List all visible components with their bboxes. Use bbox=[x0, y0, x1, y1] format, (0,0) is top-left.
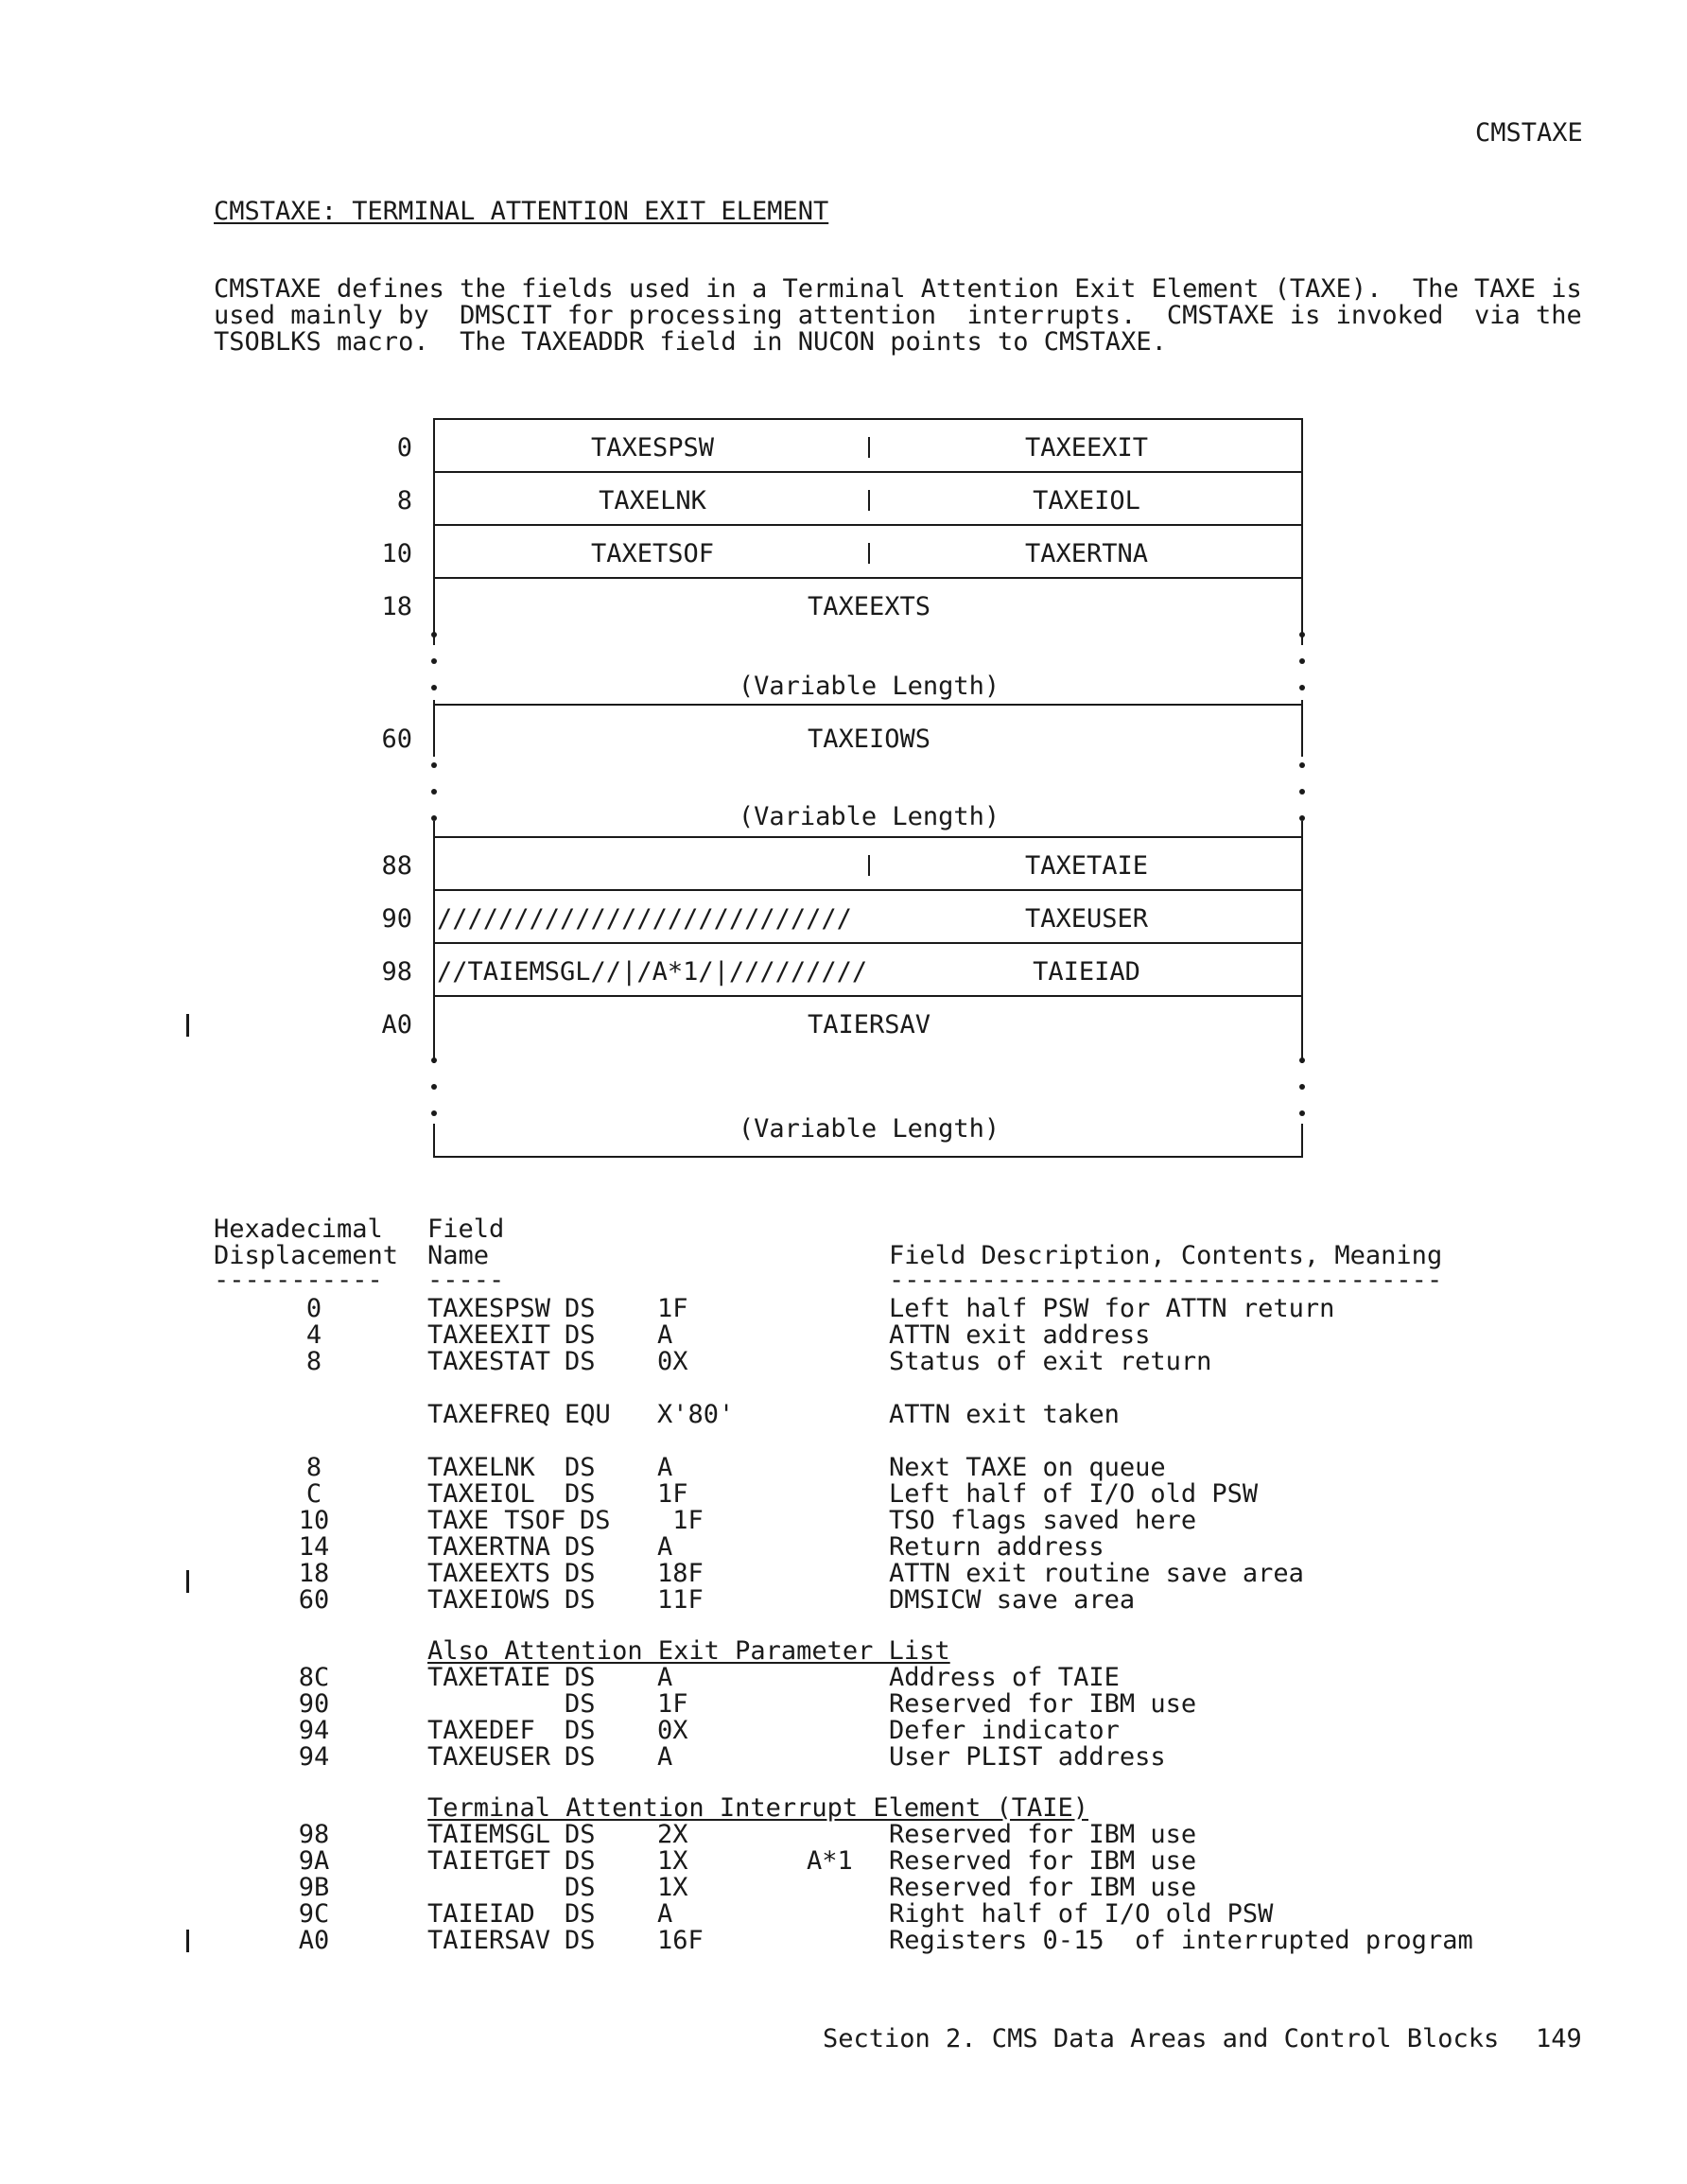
displacement: 94 bbox=[298, 1716, 330, 1745]
field-value: 2X bbox=[657, 1820, 688, 1849]
table-row bbox=[0, 1875, 1687, 1901]
field-description: Right half of I/O old PSW bbox=[889, 1899, 1274, 1929]
continuation-dot bbox=[431, 658, 437, 664]
diagram-left-border bbox=[433, 418, 435, 645]
offset-label: A0 bbox=[381, 1010, 412, 1040]
row-separator bbox=[433, 942, 1303, 944]
field-value: 18F bbox=[657, 1559, 704, 1588]
field-description: Return address bbox=[889, 1532, 1104, 1562]
field-name: TAXEIOL bbox=[427, 1479, 535, 1509]
field-op: DS bbox=[565, 1479, 596, 1509]
field-name: TAXEFREQ bbox=[427, 1400, 551, 1429]
table-row bbox=[0, 1718, 1687, 1744]
continuation-dot bbox=[1299, 658, 1305, 664]
diagram-top-border bbox=[433, 418, 1303, 420]
column-header: Field bbox=[427, 1214, 505, 1244]
field-op: DS bbox=[565, 1347, 596, 1376]
field-name: TAXEEXIT bbox=[427, 1320, 551, 1350]
reserved-hatch-cell: /////////////////////////// bbox=[437, 904, 852, 934]
field-name: TAXE TSOF bbox=[427, 1506, 566, 1535]
variable-length-note: (Variable Length) bbox=[738, 672, 1000, 701]
displacement: 94 bbox=[298, 1742, 330, 1772]
continuation-dot bbox=[1299, 762, 1305, 768]
intro-line: CMSTAXE defines the fields used in a Terminal Attention Exit Element (TAXE). The TAXE is bbox=[214, 274, 1582, 304]
displacement: A0 bbox=[298, 1926, 330, 1955]
field-value: A bbox=[657, 1320, 673, 1350]
table-row bbox=[0, 1508, 1687, 1534]
field-cell: TAXEEXIT bbox=[1024, 433, 1149, 463]
diagram-left-border bbox=[433, 1124, 435, 1156]
middle-divider bbox=[868, 490, 870, 511]
table-row bbox=[0, 1665, 1687, 1691]
diagram-right-border bbox=[1301, 418, 1303, 645]
variable-length-note: (Variable Length) bbox=[738, 802, 1000, 831]
row-separator bbox=[433, 889, 1303, 891]
displacement: 9B bbox=[298, 1873, 330, 1902]
field-description: Left half of I/O old PSW bbox=[889, 1479, 1259, 1509]
field-value: 1F bbox=[657, 1479, 688, 1509]
middle-divider bbox=[868, 543, 870, 564]
field-name: TAIEMSGL bbox=[427, 1820, 551, 1849]
field-name: TAXEUSER bbox=[427, 1742, 551, 1772]
table-subheading: Also Attention Exit Parameter List bbox=[427, 1636, 950, 1666]
offset-label: 98 bbox=[381, 957, 412, 987]
field-op: DS bbox=[565, 1559, 596, 1588]
field-description: ATTN exit routine save area bbox=[889, 1559, 1304, 1588]
field-name: TAXELNK bbox=[427, 1453, 535, 1482]
intro-line: used mainly by DMSCIT for processing attention interrupts. CMSTAXE is invoked via the bbox=[214, 301, 1582, 330]
field-extra: A*1 bbox=[807, 1846, 853, 1876]
table-row bbox=[0, 1455, 1687, 1481]
row-separator bbox=[433, 704, 1303, 706]
field-description: Reserved for IBM use bbox=[889, 1846, 1197, 1876]
column-header: Displacement bbox=[214, 1241, 399, 1270]
row-separator bbox=[433, 577, 1303, 579]
table-row bbox=[0, 1928, 1687, 1954]
variable-length-note: (Variable Length) bbox=[738, 1114, 1000, 1144]
field-value: 0X bbox=[657, 1716, 688, 1745]
field-op: DS bbox=[565, 1585, 596, 1615]
field-description: ATTN exit taken bbox=[889, 1400, 1120, 1429]
offset-label: 90 bbox=[381, 904, 412, 934]
displacement: 10 bbox=[298, 1506, 330, 1535]
table-row bbox=[0, 1744, 1687, 1771]
field-cell: TAXERTNA bbox=[1024, 539, 1149, 568]
field-name: TAXEDEF bbox=[427, 1716, 535, 1745]
field-cell: TAXEUSER bbox=[1024, 904, 1149, 934]
diagram-bottom-border bbox=[433, 1156, 1303, 1158]
displacement: 90 bbox=[298, 1689, 330, 1719]
field-name: TAXESPSW bbox=[427, 1294, 551, 1323]
page-number: 149 bbox=[1536, 2024, 1582, 2053]
field-description: Reserved for IBM use bbox=[889, 1820, 1197, 1849]
field-op: DS bbox=[565, 1873, 596, 1902]
continuation-dot bbox=[1299, 1057, 1305, 1063]
field-value: A bbox=[657, 1899, 673, 1929]
displacement: 18 bbox=[298, 1559, 330, 1588]
displacement: 98 bbox=[298, 1820, 330, 1849]
field-value: 1X bbox=[657, 1846, 688, 1876]
field-value: 1F bbox=[657, 1294, 688, 1323]
field-cell: TAIERSAV bbox=[807, 1010, 931, 1040]
continuation-dot bbox=[431, 1084, 437, 1090]
field-cell: TAXEIOWS bbox=[807, 725, 931, 754]
field-op: DS bbox=[565, 1820, 596, 1849]
displacement: 14 bbox=[298, 1532, 330, 1562]
reserved-hatch-cell: //TAIEMSGL//|/A*1/|///////// bbox=[437, 957, 868, 987]
table-row bbox=[0, 1534, 1687, 1561]
field-op: DS bbox=[580, 1506, 611, 1535]
change-bar bbox=[186, 1014, 189, 1037]
field-op: DS bbox=[565, 1716, 596, 1745]
field-description: Next TAXE on queue bbox=[889, 1453, 1166, 1482]
offset-label: 10 bbox=[381, 539, 412, 568]
field-op: DS bbox=[565, 1742, 596, 1772]
header-rule: ----- bbox=[427, 1266, 505, 1295]
intro-line: TSOBLKS macro. The TAXEADDR field in NUCON points to CMSTAXE. bbox=[214, 327, 1167, 357]
column-header: Name bbox=[427, 1241, 490, 1270]
continuation-dot bbox=[431, 632, 437, 638]
offset-label: 0 bbox=[396, 433, 412, 463]
displacement: 0 bbox=[305, 1294, 322, 1323]
field-value: 1X bbox=[657, 1873, 688, 1902]
table-subheading: Terminal Attention Interrupt Element (TAIE) bbox=[427, 1793, 1088, 1823]
field-description: Reserved for IBM use bbox=[889, 1873, 1197, 1902]
field-name: TAIEIAD bbox=[427, 1899, 535, 1929]
field-value: 1F bbox=[657, 1689, 688, 1719]
column-header: Field Description, Contents, Meaning bbox=[889, 1241, 1443, 1270]
field-value: 11F bbox=[657, 1585, 704, 1615]
field-cell: TAXETSOF bbox=[590, 539, 715, 568]
field-name: TAXERTNA bbox=[427, 1532, 551, 1562]
table-row bbox=[0, 1402, 1687, 1428]
displacement: 8C bbox=[298, 1663, 330, 1692]
field-description: DMSICW save area bbox=[889, 1585, 1136, 1615]
table-row bbox=[0, 1822, 1687, 1848]
field-cell: TAXELNK bbox=[599, 486, 706, 515]
field-value: A bbox=[657, 1453, 673, 1482]
offset-label: 18 bbox=[381, 592, 412, 621]
table-row bbox=[0, 1691, 1687, 1718]
row-separator bbox=[433, 471, 1303, 473]
field-description: Reserved for IBM use bbox=[889, 1689, 1197, 1719]
header-rule: ----------- bbox=[214, 1266, 383, 1295]
field-value: A bbox=[657, 1742, 673, 1772]
table-row bbox=[0, 1901, 1687, 1928]
field-value: A bbox=[657, 1532, 673, 1562]
continuation-dot bbox=[431, 789, 437, 795]
displacement: 8 bbox=[305, 1347, 322, 1376]
continuation-dot bbox=[431, 762, 437, 768]
displacement: 4 bbox=[305, 1320, 322, 1350]
field-description: User PLIST address bbox=[889, 1742, 1166, 1772]
field-op: DS bbox=[565, 1663, 596, 1692]
row-separator bbox=[433, 836, 1303, 838]
field-description: TSO flags saved here bbox=[889, 1506, 1197, 1535]
field-cell: TAIEIAD bbox=[1033, 957, 1140, 987]
displacement: 8 bbox=[305, 1453, 322, 1482]
diagram-right-border bbox=[1301, 1124, 1303, 1156]
column-header: Hexadecimal bbox=[214, 1214, 383, 1244]
section-title: CMSTAXE: TERMINAL ATTENTION EXIT ELEMENT bbox=[214, 197, 829, 226]
displacement: 9C bbox=[298, 1899, 330, 1929]
field-value: 1F bbox=[657, 1506, 704, 1535]
table-row bbox=[0, 1296, 1687, 1322]
field-op: DS bbox=[565, 1453, 596, 1482]
field-op: DS bbox=[565, 1320, 596, 1350]
field-name: TAXETAIE bbox=[427, 1663, 551, 1692]
displacement: 9A bbox=[298, 1846, 330, 1876]
field-name: TAIETGET bbox=[427, 1846, 551, 1876]
displacement: C bbox=[305, 1479, 322, 1509]
field-value: A bbox=[657, 1663, 673, 1692]
field-value: 16F bbox=[657, 1926, 704, 1955]
field-description: Left half PSW for ATTN return bbox=[889, 1294, 1335, 1323]
table-row bbox=[0, 1349, 1687, 1375]
offset-label: 8 bbox=[396, 486, 412, 515]
field-description: Defer indicator bbox=[889, 1716, 1120, 1745]
field-name: TAXEIOWS bbox=[427, 1585, 551, 1615]
offset-label: 88 bbox=[381, 851, 412, 881]
field-name: TAIERSAV bbox=[427, 1926, 551, 1955]
field-value: 0X bbox=[657, 1347, 688, 1376]
field-value: X'80' bbox=[657, 1400, 735, 1429]
field-cell: TAXETAIE bbox=[1024, 851, 1149, 881]
continuation-dot bbox=[431, 1057, 437, 1063]
diagram-left-border bbox=[433, 700, 435, 757]
field-cell: TAXEIOL bbox=[1033, 486, 1140, 515]
field-op: DS bbox=[565, 1532, 596, 1562]
table-row bbox=[0, 1587, 1687, 1614]
field-cell: TAXEEXTS bbox=[807, 592, 931, 621]
displacement: 60 bbox=[298, 1585, 330, 1615]
offset-label: 60 bbox=[381, 725, 412, 754]
field-description: Address of TAIE bbox=[889, 1663, 1120, 1692]
table-row bbox=[0, 1481, 1687, 1508]
running-title: CMSTAXE bbox=[1475, 118, 1583, 148]
diagram-right-border bbox=[1301, 700, 1303, 757]
table-row bbox=[0, 1322, 1687, 1349]
table-row bbox=[0, 1848, 1687, 1875]
footer-section-label: Section 2. CMS Data Areas and Control Blocks bbox=[823, 2024, 1500, 2053]
continuation-dot bbox=[1299, 632, 1305, 638]
field-description: ATTN exit address bbox=[889, 1320, 1151, 1350]
middle-divider bbox=[868, 437, 870, 458]
field-name: TAXEEXTS bbox=[427, 1559, 551, 1588]
field-op: DS bbox=[565, 1846, 596, 1876]
field-name: TAXESTAT bbox=[427, 1347, 551, 1376]
continuation-dot bbox=[1299, 1084, 1305, 1090]
continuation-dot bbox=[1299, 789, 1305, 795]
row-separator bbox=[433, 524, 1303, 526]
table-row bbox=[0, 1561, 1687, 1587]
field-description: Registers 0-15 of interrupted program bbox=[889, 1926, 1473, 1955]
row-separator bbox=[433, 995, 1303, 997]
field-cell: TAXESPSW bbox=[590, 433, 715, 463]
field-op: DS bbox=[565, 1689, 596, 1719]
middle-divider bbox=[868, 855, 870, 876]
field-description: Status of exit return bbox=[889, 1347, 1212, 1376]
field-op: DS bbox=[565, 1899, 596, 1929]
field-op: DS bbox=[565, 1926, 596, 1955]
field-op: DS bbox=[565, 1294, 596, 1323]
header-rule: ------------------------------------ bbox=[889, 1266, 1443, 1295]
field-op: EQU bbox=[565, 1400, 611, 1429]
